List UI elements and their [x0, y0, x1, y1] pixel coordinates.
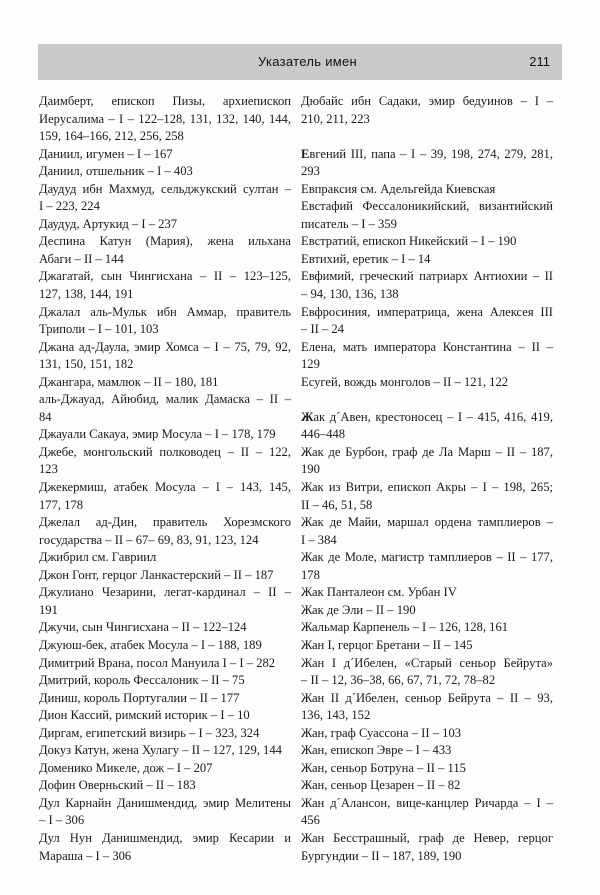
index-entry: [301, 742, 553, 760]
index-entry-line: 293: [301, 164, 320, 179]
index-entry: [301, 444, 553, 479]
section-letter: Е: [301, 146, 310, 161]
index-entry: [39, 93, 291, 146]
index-entry: [39, 672, 291, 690]
index-entry: [39, 549, 291, 567]
index-entry-line: 84: [39, 409, 52, 424]
index-entry-line: Евстратий, епископ Никейский – I – 190: [301, 234, 517, 249]
index-entry-line: 136, 143, 152: [301, 708, 371, 723]
index-entry-line: Джауали Сакауа, эмир Мосула – I – 178, 179: [39, 427, 276, 442]
index-entry-line: Димитрий Врана, посол Мануила I – I – 282: [39, 655, 276, 670]
section-gap: [301, 128, 553, 146]
index-entry: [301, 339, 553, 374]
index-entry-line: Евфросиния, императрица, жена Алексея III: [301, 304, 553, 319]
index-entry: [39, 268, 291, 303]
index-entry: [301, 795, 553, 830]
index-entry: [39, 444, 291, 479]
index-entry-line: Жак из Витри, епископ Акры – I – 198, 265;: [301, 480, 553, 495]
index-entry-line: 190: [301, 462, 320, 477]
index-entry-line: Диниш, король Португалии – II – 177: [39, 690, 240, 705]
index-entry-line: Даимберт, епископ Пизы, архиепископ: [39, 94, 291, 108]
index-entry: [301, 268, 553, 303]
index-entry: [39, 304, 291, 339]
index-entry: [39, 146, 291, 164]
index-entry-line: Иерусалима – I – 122–128, 131, 132, 140, 144,: [39, 111, 291, 126]
index-entry: [39, 339, 291, 374]
index-entry-line: Дюбайс ибн Садаки, эмир бедуинов – I –: [301, 94, 553, 108]
index-entry: [301, 760, 553, 778]
index-entry-line: государства – II – 67– 69, 83, 91, 123, 124: [39, 532, 259, 547]
index-entry-line: 123: [39, 462, 58, 477]
index-entry-line: Жан, сеньор Цезарен – II – 82: [301, 778, 461, 793]
index-entry: [301, 514, 553, 549]
index-entry-line: Дмитрий, король Фессалоник – II – 75: [39, 673, 245, 688]
index-entry-line: Джуюш-бек, атабек Мосула – I – 188, 189: [39, 637, 262, 652]
index-entry: [39, 742, 291, 760]
index-entry-line: II – 46, 51, 58: [301, 497, 373, 512]
index-entry-line: Бургундии – II – 187, 189, 190: [301, 848, 462, 863]
index-entry: [301, 146, 553, 181]
index-entry: [39, 181, 291, 216]
index-entry-line: Абаги – II – 144: [39, 251, 124, 266]
index-entry-line: Джулиано Чезарини, легат-кардинал – II –: [39, 585, 291, 600]
index-entry-line: Триполи – I – 101, 103: [39, 322, 159, 337]
index-entry-line: – 94, 130, 136, 138: [301, 287, 399, 302]
index-entry-line: – II – 24: [301, 322, 345, 337]
index-entry: [301, 830, 553, 865]
index-entry-line: 191: [39, 602, 58, 617]
index-entry: [301, 409, 553, 444]
index-entry: [39, 426, 291, 444]
index-entry-line: Дул Карнайн Данишмендид, эмир Мелитены: [39, 795, 291, 810]
index-entry-line: Жан I д´Ибелен, «Старый сеньор Бейрута»: [301, 655, 553, 670]
index-entry-line: 210, 211, 223: [301, 111, 370, 126]
index-entry: [301, 777, 553, 795]
index-entry-line: Доменико Микеле, дож – I – 207: [39, 760, 213, 775]
index-entry-line: 177, 178: [39, 497, 84, 512]
running-header: [38, 44, 562, 80]
index-entry: [39, 760, 291, 778]
index-entry-line: Джибрил см. Гавриил: [39, 550, 157, 565]
running-header-title: Указатель имен: [258, 54, 358, 69]
index-entry-line: Мараша – I – 306: [39, 848, 132, 863]
index-entry-line: – II – 12, 36–38, 66, 67, 71, 72, 78–82: [301, 673, 496, 688]
index-entry: [39, 707, 291, 725]
index-entry: [301, 602, 553, 620]
index-entry: [301, 233, 553, 251]
index-entry-line: Евгений III, папа – I – 39, 198, 274, 279, 281,: [301, 146, 553, 161]
index-entry-line: Дофин Оверньский – II – 183: [39, 778, 196, 793]
index-entry: [301, 549, 553, 584]
index-entry-line: 129: [301, 357, 320, 372]
index-entry-line: Джана ад-Даула, эмир Хомса – I – 75, 79, 92,: [39, 339, 291, 354]
index-entry: [39, 655, 291, 673]
index-entry-line: аль-Джауад, Айюбид, малик Дамаска – II –: [39, 392, 291, 407]
index-entry-line: Жак де Эли – II – 190: [301, 602, 416, 617]
index-entry-line: Жак д´Авен, крестоносец – I – 415, 416, 419,: [301, 409, 553, 424]
index-entry-line: Жан Бесстрашный, граф де Невер, герцог: [301, 830, 553, 845]
index-entry: [301, 479, 553, 514]
index-entry-line: Жан, епископ Эвре – I – 433: [301, 743, 452, 758]
index-entry: [39, 725, 291, 743]
index-entry-line: Есугей, вождь монголов – II – 121, 122: [301, 374, 509, 389]
index-entry: [39, 216, 291, 234]
index-entry-line: Даниил, игумен – I – 167: [39, 146, 173, 161]
index-entry-line: Жан I, герцог Бретани – II – 145: [301, 637, 473, 652]
index-entry-line: Джагатай, сын Чингисхана – II – 123–125,: [39, 269, 291, 284]
index-entry: [39, 795, 291, 830]
index-entry: [39, 479, 291, 514]
index-entry: [39, 567, 291, 585]
index-entry-line: 446–448: [301, 427, 346, 442]
page-number: 211: [529, 54, 550, 69]
index-entry: [301, 198, 553, 233]
index-entry: [301, 655, 553, 690]
index-entry: [39, 619, 291, 637]
index-entry: [301, 619, 553, 637]
index-entry: [301, 725, 553, 743]
index-entry: [39, 391, 291, 426]
index-entry: [39, 374, 291, 392]
index-entry: [301, 374, 553, 392]
index-entry-line: Жан, сеньор Ботруна – II – 115: [301, 760, 466, 775]
index-entry-line: 159, 164–166, 212, 256, 258: [39, 129, 184, 144]
index-entry-line: Жальмар Карпенель – I – 126, 128, 161: [301, 620, 509, 635]
index-entry-line: Деспина Катун (Мария), жена ильхана: [39, 234, 291, 249]
index-entry-line: Жак де Бурбон, граф де Ла Марш – II – 187,: [301, 444, 553, 459]
index-entry-line: Джебе, монгольский полководец – II – 122,: [39, 444, 291, 459]
section-letter: Ж: [301, 409, 314, 424]
index-entry-line: Жан II д´Ибелен, сеньор Бейрута – II – 93,: [301, 690, 553, 705]
index-entry-line: Евфимий, греческий патриарх Антиохии – II: [301, 269, 553, 284]
index-entry: [301, 93, 553, 128]
index-entry-line: Даниил, отшельник – I – 403: [39, 164, 193, 179]
index-entry-line: – I – 306: [39, 813, 85, 828]
index-entry-line: Евтихий, еретик – I – 14: [301, 251, 431, 266]
index-entry: [39, 690, 291, 708]
index-entry-line: Диргам, египетский визирь – I – 323, 324: [39, 725, 260, 740]
index-entry: [39, 637, 291, 655]
index-entry-line: Джон Гонт, герцог Ланкастерский – II – 187: [39, 567, 274, 582]
index-entry: [301, 637, 553, 655]
index-entry: [39, 514, 291, 549]
index-column-left: [39, 93, 291, 865]
index-entry: [301, 251, 553, 269]
index-entry-line: Джангара, мамлюк – II – 180, 181: [39, 374, 219, 389]
index-entry-line: Джучи, сын Чингисхана – II – 122–124: [39, 620, 247, 635]
index-entry-line: Жан, граф Суассона – II – 103: [301, 725, 462, 740]
index-entry-line: 456: [301, 813, 320, 828]
index-column-right: [301, 93, 553, 865]
index-entry-line: I – 384: [301, 532, 337, 547]
index-entry-line: Джекермиш, атабек Мосула – I – 143, 145,: [39, 480, 291, 495]
index-entry-line: Докуз Катун, жена Хулагу – II – 127, 129, 144: [39, 743, 282, 758]
index-entry: [39, 777, 291, 795]
index-entry-line: Даудуд ибн Махмуд, сельджукский султан –: [39, 181, 291, 196]
index-entry: [39, 163, 291, 181]
index-entry-line: Елена, мать императора Константина – II –: [301, 339, 553, 354]
index-entry-line: Джелал ад-Дин, правитель Хорезмского: [39, 515, 291, 530]
index-entry-line: Даудуд, Артукид – I – 237: [39, 216, 178, 231]
index-entry-line: писатель – I – 359: [301, 216, 397, 231]
index-entry: [301, 690, 553, 725]
index-entry-line: Евпраксия см. Адельгейда Киевская: [301, 181, 496, 196]
index-entry-line: Дион Кассий, римский историк – I – 10: [39, 708, 250, 723]
index-entry-line: Жак Панталеон см. Урбан IV: [301, 585, 457, 600]
index-entry-line: Жан д´Алансон, вице-канцлер Ричарда – I –: [301, 795, 553, 810]
index-entry-line: Жак де Моле, магистр тамплиеров – II – 177,: [301, 550, 553, 565]
index-entry-line: 127, 138, 144, 191: [39, 287, 134, 302]
index-entry: [39, 233, 291, 268]
index-entry: [39, 830, 291, 865]
index-entry-line: Дул Нун Данишмендид, эмир Кесарии и: [39, 830, 291, 845]
index-entry-line: Джалал аль-Мульк ибн Аммар, правитель: [39, 304, 291, 319]
index-entry: [301, 304, 553, 339]
index-entry-line: Евстафий Фессалоникийский, византийский: [301, 199, 553, 214]
index-entry: [301, 584, 553, 602]
index-entry-line: 131, 150, 151, 182: [39, 357, 134, 372]
index-entry-line: 178: [301, 567, 320, 582]
index-entry: [301, 181, 553, 199]
index-entry-line: Жак де Майи, маршал ордена тамплиеров –: [301, 515, 553, 530]
index-entry-line: I – 223, 224: [39, 199, 100, 214]
index-entry: [39, 584, 291, 619]
section-gap: [301, 391, 553, 409]
